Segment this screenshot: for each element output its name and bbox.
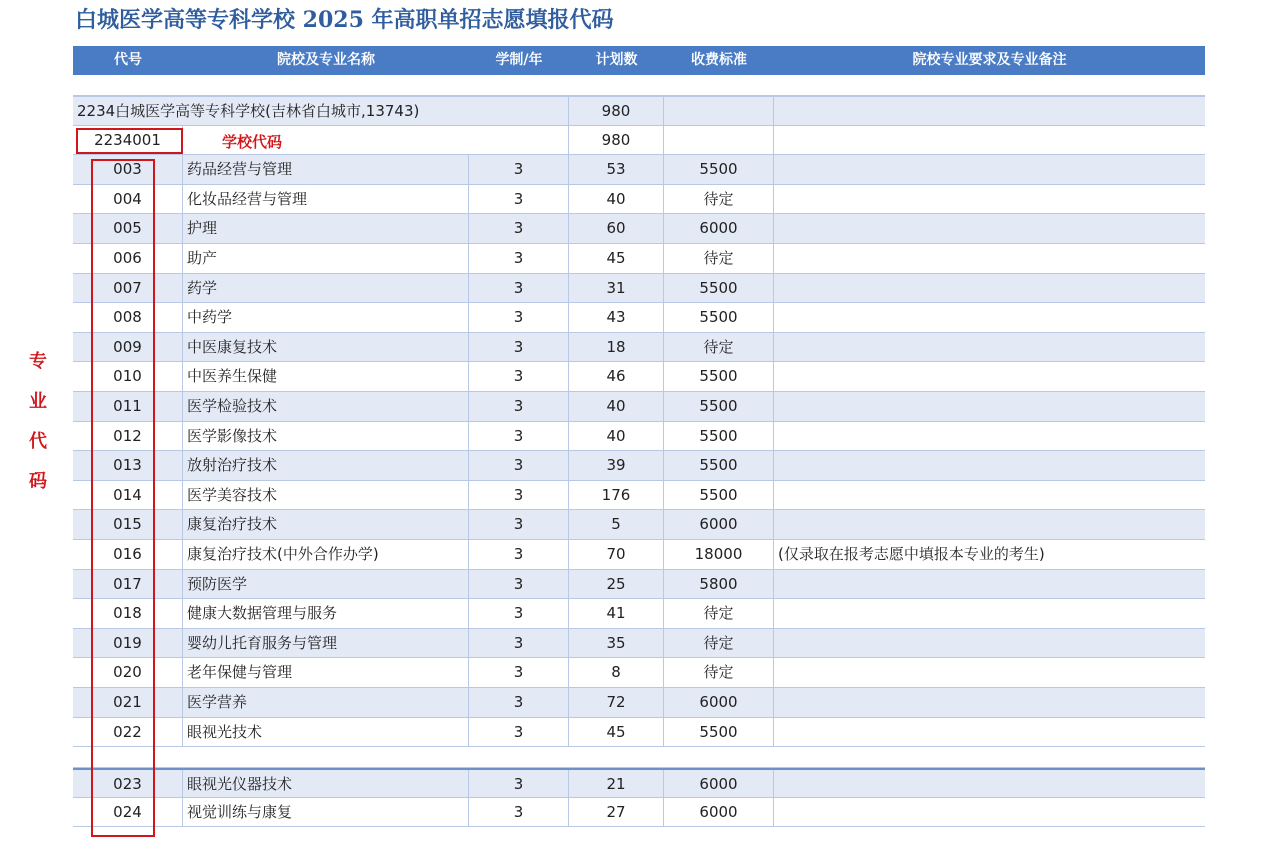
major-name: 眼视光仪器技术 (183, 770, 469, 797)
major-name: 预防医学 (183, 570, 469, 599)
major-plan: 25 (569, 570, 664, 599)
major-plan: 72 (569, 688, 664, 717)
major-plan: 18 (569, 333, 664, 362)
spacer-row (73, 75, 1205, 96)
major-note (774, 599, 1205, 628)
table-row (73, 274, 1205, 304)
major-note (774, 718, 1205, 747)
major-plan: 27 (569, 798, 664, 827)
school-code-highlight (76, 128, 183, 154)
major-years: 3 (469, 718, 569, 747)
major-code-label-char: 码 (29, 471, 47, 492)
major-plan: 5 (569, 510, 664, 539)
major-name: 助产 (183, 244, 469, 273)
major-fee: 5500 (664, 155, 774, 184)
header-plan: 计划数 (595, 52, 638, 68)
major-code: 008 (73, 303, 183, 332)
major-plan: 45 (569, 244, 664, 273)
major-years: 3 (469, 629, 569, 658)
major-fee: 待定 (664, 185, 774, 214)
header-code: 代号 (114, 52, 142, 68)
major-name: 健康大数据管理与服务 (183, 599, 469, 628)
major-note (774, 451, 1205, 480)
major-note (774, 392, 1205, 421)
major-plan: 40 (569, 422, 664, 451)
major-code: 013 (73, 451, 183, 480)
major-fee: 待定 (664, 244, 774, 273)
major-code: 006 (73, 244, 183, 273)
major-years: 3 (469, 155, 569, 184)
major-note: (仅录取在报考志愿中填报本专业的考生) (778, 545, 1045, 563)
major-note (774, 362, 1205, 391)
major-years: 3 (469, 422, 569, 451)
major-code: 005 (73, 214, 183, 243)
major-plan: 40 (569, 392, 664, 421)
major-fee: 6000 (664, 770, 774, 797)
table-row (73, 422, 1205, 452)
major-plan: 40 (569, 185, 664, 214)
major-years: 3 (469, 274, 569, 303)
table-row (73, 510, 1205, 540)
major-code: 023 (73, 770, 183, 797)
major-fee: 5500 (664, 481, 774, 510)
major-years: 3 (469, 599, 569, 628)
school-row (73, 96, 1205, 126)
major-name: 医学美容技术 (183, 481, 469, 510)
table-row (73, 392, 1205, 422)
school-code-fee (664, 126, 774, 155)
table-row (73, 629, 1205, 659)
major-fee: 5500 (664, 362, 774, 391)
school-full-name: 2234白城医学高等专科学校(吉林省白城市,13743) (73, 97, 569, 125)
major-years: 3 (469, 510, 569, 539)
major-code: 020 (73, 658, 183, 687)
school-plan: 980 (569, 97, 664, 125)
major-name: 康复治疗技术(中外合作办学) (183, 540, 469, 569)
major-note (774, 688, 1205, 717)
major-fee: 5500 (664, 718, 774, 747)
table-row (73, 362, 1205, 392)
major-years: 3 (469, 451, 569, 480)
major-code-label-char: 专 (29, 351, 47, 372)
major-years: 3 (469, 244, 569, 273)
major-name: 康复治疗技术 (183, 510, 469, 539)
major-name: 医学影像技术 (183, 422, 469, 451)
major-plan: 31 (569, 274, 664, 303)
major-name: 药品经营与管理 (183, 155, 469, 184)
major-name: 医学营养 (183, 688, 469, 717)
major-note (774, 422, 1205, 451)
major-fee: 6000 (664, 510, 774, 539)
major-code-label-char: 代 (29, 431, 47, 452)
table-row (73, 333, 1205, 363)
table-row (73, 303, 1205, 333)
table-header (73, 46, 1205, 75)
major-code: 012 (73, 422, 183, 451)
major-name: 眼视光技术 (183, 718, 469, 747)
major-note (774, 274, 1205, 303)
table-row (73, 451, 1205, 481)
major-code: 010 (73, 362, 183, 391)
major-code: 003 (73, 155, 183, 184)
major-fee: 待定 (664, 333, 774, 362)
major-plan: 176 (569, 481, 664, 510)
major-plan: 21 (569, 770, 664, 797)
major-years: 3 (469, 214, 569, 243)
table-row (73, 185, 1205, 215)
major-note (774, 629, 1205, 658)
major-fee: 5500 (664, 274, 774, 303)
major-name: 中医养生保健 (183, 362, 469, 391)
major-code-label-char: 业 (29, 391, 47, 412)
major-name: 放射治疗技术 (183, 451, 469, 480)
table-row (73, 688, 1205, 718)
major-note (774, 303, 1205, 332)
major-fee: 待定 (664, 629, 774, 658)
major-plan: 60 (569, 214, 664, 243)
major-years: 3 (469, 770, 569, 797)
major-plan: 39 (569, 451, 664, 480)
header-fee: 收费标准 (691, 52, 747, 68)
major-name: 护理 (183, 214, 469, 243)
major-plan: 45 (569, 718, 664, 747)
major-code: 019 (73, 629, 183, 658)
major-fee: 待定 (664, 599, 774, 628)
school-code-plan: 980 (569, 126, 664, 155)
school-code-years (469, 126, 569, 155)
major-note (774, 155, 1205, 184)
header-name: 院校及专业名称 (277, 52, 375, 68)
table-row (73, 481, 1205, 511)
major-fee: 5500 (664, 451, 774, 480)
table-row (73, 244, 1205, 274)
major-fee: 6000 (664, 688, 774, 717)
major-code: 016 (73, 540, 183, 569)
major-fee: 18000 (664, 540, 774, 569)
major-code: 004 (73, 185, 183, 214)
major-code: 011 (73, 392, 183, 421)
major-years: 3 (469, 362, 569, 391)
major-years: 3 (469, 798, 569, 827)
table-row (73, 768, 1205, 798)
major-note (774, 658, 1205, 687)
school-fee (664, 97, 774, 125)
major-plan: 35 (569, 629, 664, 658)
major-name: 医学检验技术 (183, 392, 469, 421)
major-years: 3 (469, 570, 569, 599)
major-plan: 41 (569, 599, 664, 628)
table-row (73, 658, 1205, 688)
major-fee: 5500 (664, 392, 774, 421)
major-fee: 6000 (664, 798, 774, 827)
major-note (774, 333, 1205, 362)
major-years: 3 (469, 540, 569, 569)
table-row (73, 798, 1205, 828)
table-row (73, 540, 1205, 570)
school-note (774, 97, 1205, 125)
major-name: 中药学 (183, 303, 469, 332)
major-code: 022 (73, 718, 183, 747)
major-code: 007 (73, 274, 183, 303)
major-years: 3 (469, 392, 569, 421)
major-code: 024 (73, 798, 183, 827)
major-code: 017 (73, 570, 183, 599)
major-code: 014 (73, 481, 183, 510)
major-plan: 8 (569, 658, 664, 687)
major-name: 化妆品经营与管理 (183, 185, 469, 214)
school-code-label: 学校代码 (222, 133, 283, 151)
major-plan: 43 (569, 303, 664, 332)
major-code: 009 (73, 333, 183, 362)
table-row (73, 155, 1205, 185)
major-note (774, 244, 1205, 273)
major-note (774, 214, 1205, 243)
spacer-row (73, 747, 1205, 768)
major-code-label (26, 344, 50, 504)
major-code: 015 (73, 510, 183, 539)
table-row (73, 718, 1205, 748)
header-years: 学制/年 (495, 52, 543, 68)
major-code: 021 (73, 688, 183, 717)
major-name: 视觉训练与康复 (183, 798, 469, 827)
major-years: 3 (469, 688, 569, 717)
major-fee: 待定 (664, 658, 774, 687)
page-title: 白城医学高等专科学校 2025 年高职单招志愿填报代码 (75, 7, 614, 33)
major-years: 3 (469, 303, 569, 332)
major-name: 婴幼儿托育服务与管理 (183, 629, 469, 658)
major-name: 药学 (183, 274, 469, 303)
major-plan: 53 (569, 155, 664, 184)
major-fee: 5800 (664, 570, 774, 599)
major-fee: 5500 (664, 422, 774, 451)
school-code-note (774, 126, 1205, 155)
major-years: 3 (469, 658, 569, 687)
major-plan: 46 (569, 362, 664, 391)
major-name: 中医康复技术 (183, 333, 469, 362)
major-note (774, 798, 1205, 827)
major-fee: 5500 (664, 303, 774, 332)
table-row (73, 214, 1205, 244)
major-years: 3 (469, 333, 569, 362)
major-years: 3 (469, 185, 569, 214)
major-note (774, 185, 1205, 214)
major-note (774, 770, 1205, 797)
major-code: 018 (73, 599, 183, 628)
major-note (774, 481, 1205, 510)
header-notes: 院校专业要求及专业备注 (912, 52, 1067, 68)
major-note (774, 510, 1205, 539)
major-plan: 70 (569, 540, 664, 569)
major-fee: 6000 (664, 214, 774, 243)
major-years: 3 (469, 481, 569, 510)
table-row (73, 599, 1205, 629)
table-row (73, 570, 1205, 600)
major-note (774, 570, 1205, 599)
major-name: 老年保健与管理 (183, 658, 469, 687)
major-code-highlight (91, 159, 155, 837)
school-code: 2234001 (73, 126, 183, 155)
